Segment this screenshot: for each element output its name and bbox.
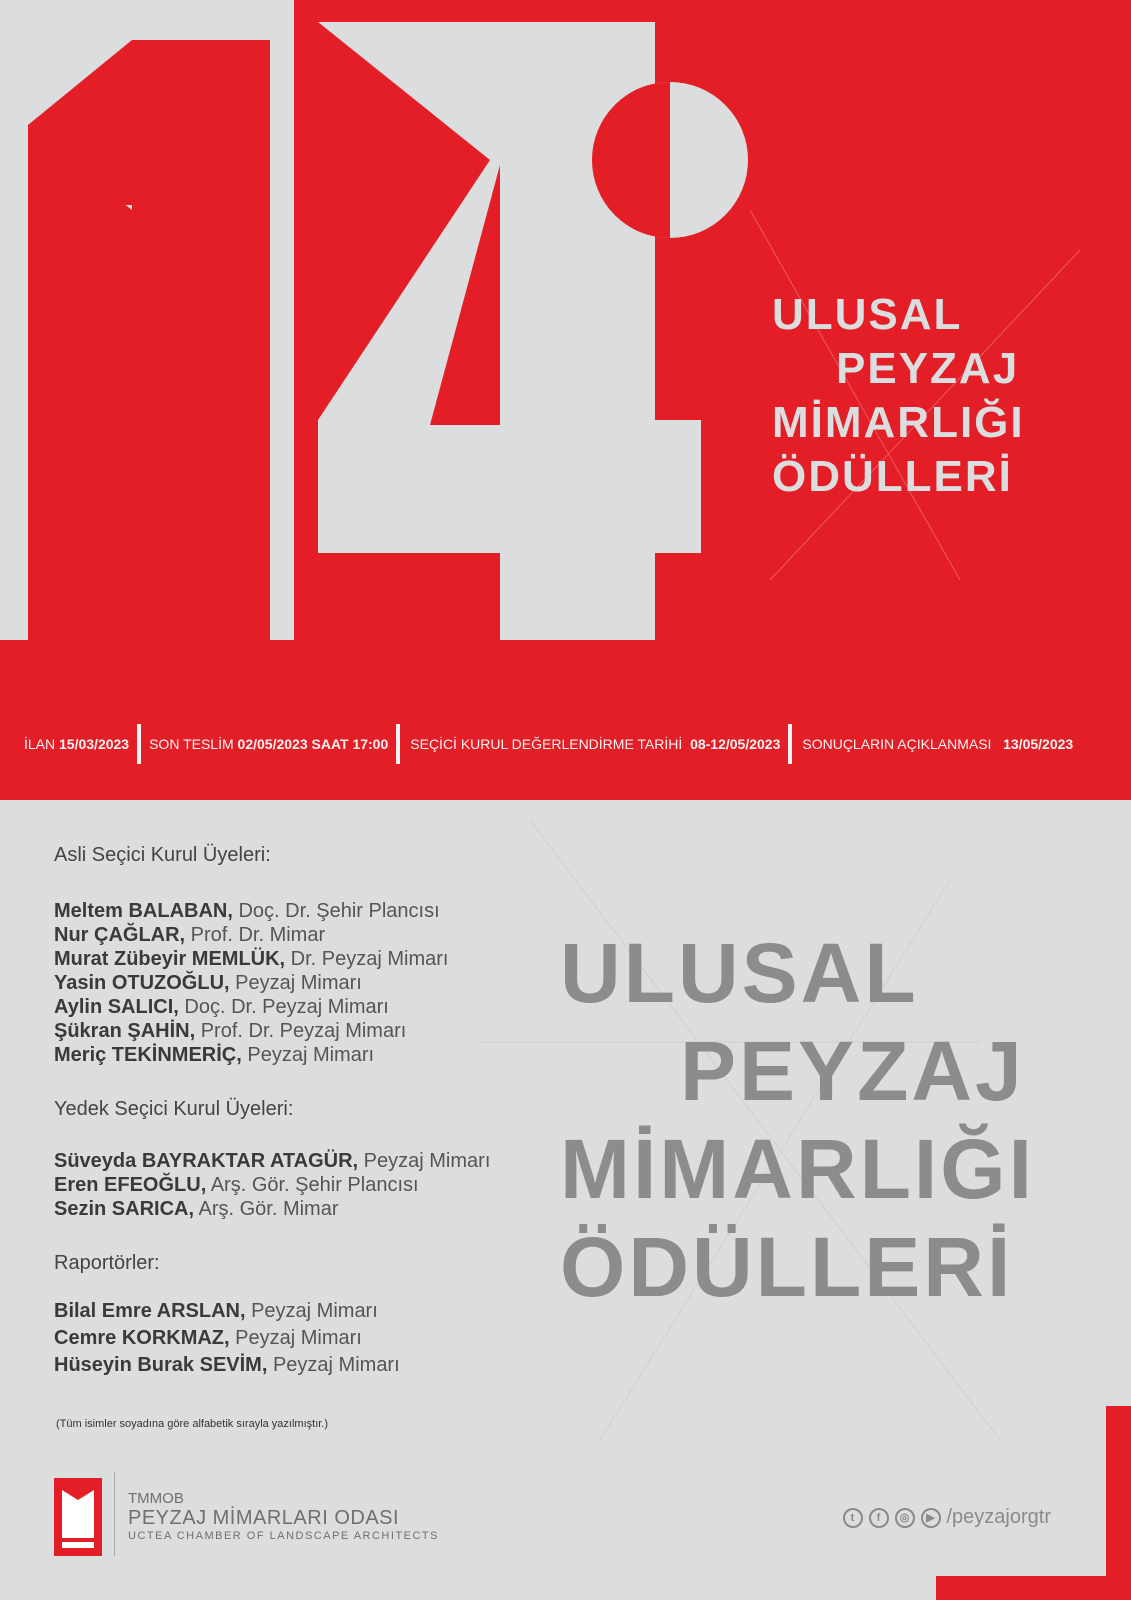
- timeline-divider: [788, 724, 792, 764]
- timeline-results: SONUÇLARIN AÇIKLANMASI 13/05/2023: [802, 736, 1074, 752]
- substitute-jury-heading: Yedek Seçici Kurul Üyeleri:: [54, 1098, 294, 1120]
- timeline-deadline: SON TESLİM 02/05/2023 SAAT 17:00: [149, 736, 389, 752]
- rapporteur: Hüseyin Burak SEVİM, Peyzaj Mimarı: [54, 1354, 400, 1376]
- title-line-1: ULUSAL: [560, 926, 919, 1020]
- rapporteur: Cemre KORKMAZ, Peyzaj Mimarı: [54, 1327, 362, 1349]
- substitute-member: Sezin SARICA, Arş. Gör. Mimar: [54, 1198, 339, 1220]
- chamber-logo: [54, 1478, 102, 1561]
- org-line-1: TMMOB: [128, 1490, 184, 1507]
- timeline-divider: [396, 724, 400, 764]
- youtube-icon[interactable]: ▶: [921, 1508, 941, 1528]
- timeline-jury-evaluation: SEÇİCİ KURUL DEĞERLENDİRME TARİHİ 08-12/05/2023: [410, 736, 781, 752]
- substitute-member: Süveyda BAYRAKTAR ATAGÜR, Peyzaj Mimarı: [54, 1150, 491, 1172]
- main-jury-heading: Asli Seçici Kurul Üyeleri:: [54, 844, 271, 866]
- title-line-1: ULUSAL: [772, 290, 963, 339]
- substitute-member: Eren EFEOĞLU, Arş. Gör. Şehir Plancısı: [54, 1174, 419, 1196]
- jury-member: Nur ÇAĞLAR, Prof. Dr. Mimar: [54, 924, 326, 946]
- rapporteur: Bilal Emre ARSLAN, Peyzaj Mimarı: [54, 1300, 378, 1322]
- corner-accent-horizontal: [936, 1576, 1131, 1600]
- award-title: [772, 288, 1025, 504]
- social-links: [843, 1506, 1052, 1529]
- jury-member: Yasin OTUZOĞLU, Peyzaj Mimarı: [54, 972, 362, 994]
- jury-member: Meltem BALABAN, Doç. Dr. Şehir Plancısı: [54, 900, 440, 922]
- social-handle[interactable]: /peyzajorgtr: [946, 1506, 1051, 1528]
- rapporteur-heading: Raportörler:: [54, 1252, 160, 1274]
- title-line-2: PEYZAJ: [836, 344, 1020, 393]
- organization-name: [128, 1490, 439, 1542]
- jury-member: Murat Zübeyir MEMLÜK, Dr. Peyzaj Mimarı: [54, 948, 449, 970]
- title-line-4: ÖDÜLLERİ: [560, 1220, 1014, 1314]
- alphabetical-note: (Tüm isimler soyadına göre alfabetik sırayla yazılmıştır.): [56, 1418, 329, 1430]
- org-line-3: UCTEA CHAMBER OF LANDSCAPE ARCHITECTS: [128, 1530, 439, 1542]
- timeline-bar: [0, 728, 1131, 760]
- title-line-3: MİMARLIĞI: [560, 1122, 1035, 1216]
- corner-accent-vertical: [1106, 1406, 1131, 1600]
- timeline-announcement: İLAN 15/03/2023: [24, 736, 130, 752]
- title-line-2: PEYZAJ: [680, 1024, 1025, 1118]
- timeline-divider: [137, 724, 141, 764]
- twitter-icon[interactable]: t: [843, 1508, 863, 1528]
- facebook-icon[interactable]: f: [869, 1508, 889, 1528]
- instagram-icon[interactable]: ◎: [895, 1508, 915, 1528]
- jury-member: Aylin SALICI, Doç. Dr. Peyzaj Mimarı: [54, 996, 389, 1018]
- award-title-large: [560, 924, 1035, 1316]
- org-line-2: PEYZAJ MİMARLARI ODASI: [128, 1507, 400, 1529]
- title-line-4: ÖDÜLLERİ: [772, 452, 1013, 501]
- jury-member: Şükran ŞAHİN, Prof. Dr. Peyzaj Mimarı: [54, 1020, 407, 1042]
- jury-member: Meriç TEKİNMERİÇ, Peyzaj Mimarı: [54, 1044, 375, 1066]
- jury-section: [0, 800, 1131, 1600]
- logo-divider: [114, 1472, 115, 1556]
- title-line-3: MİMARLIĞI: [772, 398, 1025, 447]
